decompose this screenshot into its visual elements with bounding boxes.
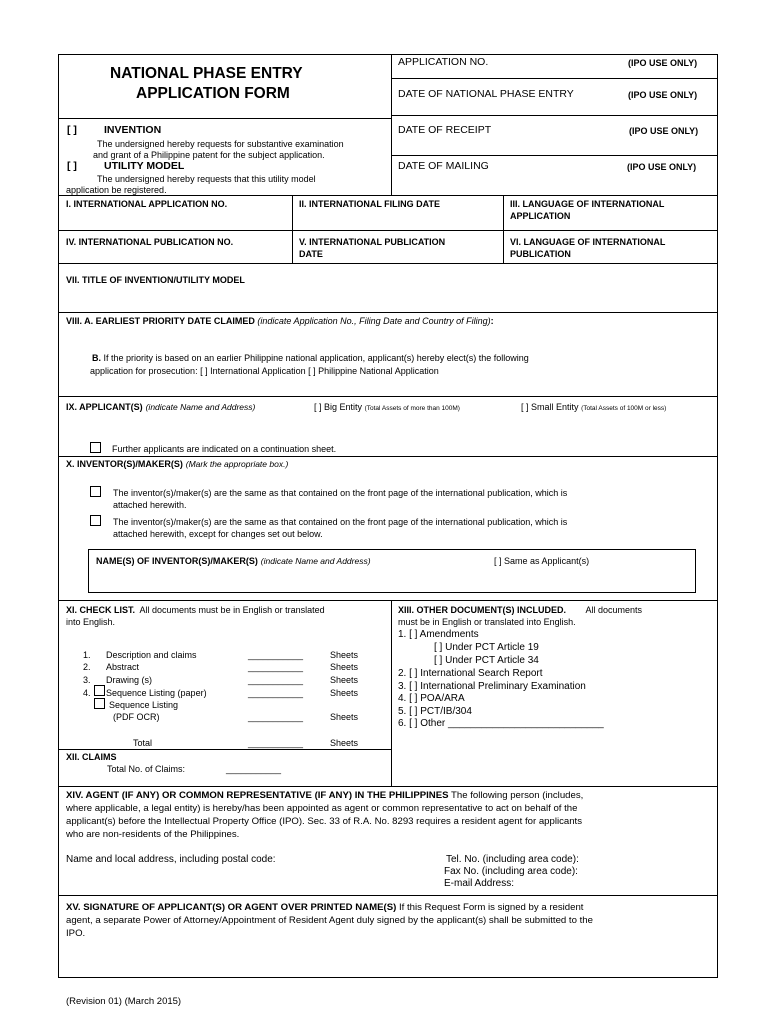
- total-claims-label: Total No. of Claims:: [107, 764, 186, 774]
- other-doc-poa-ara[interactable]: 4. [ ] POA/ARA: [398, 693, 465, 704]
- invention-text: and grant of a Philippine patent for the subject application.: [93, 150, 325, 160]
- other-doc-other[interactable]: 6. [ ] Other ____________________________: [398, 718, 604, 729]
- agent-tel-label: Tel. No. (including area code):: [446, 854, 579, 865]
- small-entity-option[interactable]: [521, 401, 666, 415]
- big-entity-option[interactable]: [314, 401, 460, 415]
- ipo-use-only-badge: (IPO USE ONLY): [629, 126, 699, 136]
- frame-top: [58, 54, 718, 55]
- inventor-same-text: The inventor(s)/maker(s) are the same as that contained on the front page of the international publication, which is: [113, 488, 568, 498]
- claims-heading: XII. CLAIMS: [66, 752, 117, 762]
- colon: :: [490, 316, 494, 326]
- other-doc-search-report[interactable]: 2. [ ] International Search Report: [398, 668, 543, 679]
- section-v-label: V. INTERNATIONAL PUBLICATION: [299, 237, 446, 247]
- small-entity-label: Small Entity: [531, 402, 579, 412]
- frame-right: [717, 54, 718, 978]
- inventor-changes-text: The inventor(s)/maker(s) are the same as that contained on the front page of the international publication, which is: [113, 517, 568, 527]
- signature-heading: XV. SIGNATURE OF APPLICANT(S) OR AGENT OVER PRINTED NAME(S): [66, 902, 397, 913]
- inventor-names-note: (indicate Name and Address): [260, 556, 371, 566]
- checklist-heading-text: into English.: [66, 617, 116, 627]
- agent-text: applicant(s) before the Intellectual Property Office (IPO). Sec. 33 of R.A. No. 8293 requires a resident agent for applicants: [66, 816, 583, 827]
- invention-text: The undersigned hereby requests for substantive examination: [97, 139, 344, 149]
- inventor-same-checkbox[interactable]: [90, 486, 101, 497]
- inventor-same-text: attached herewith.: [113, 500, 187, 510]
- invention-label: INVENTION: [104, 124, 162, 136]
- other-docs-heading-text: All documents: [585, 605, 643, 615]
- same-as-applicant-option[interactable]: [494, 555, 589, 568]
- priority-election-options[interactable]: application for prosecution: [ ] International Application [ ] Philippine National Application: [90, 366, 439, 376]
- small-entity-checkbox[interactable]: [ ]: [521, 402, 529, 412]
- section-vi-label: PUBLICATION: [510, 249, 571, 259]
- section-viii-a-label: VIII. A. EARLIEST PRIORITY DATE CLAIMED: [66, 316, 255, 326]
- other-doc-article-19[interactable]: [ ] Under PCT Article 19: [434, 642, 539, 653]
- sheets-unit: Sheets: [330, 662, 359, 672]
- sheets-unit: Sheets: [330, 712, 359, 722]
- total-sheets-blank[interactable]: ___________: [248, 738, 304, 748]
- big-entity-checkbox[interactable]: [ ]: [314, 402, 322, 412]
- section-viii-b: [92, 352, 529, 365]
- section-ix-label: IX. APPLICANT(S): [66, 402, 143, 412]
- section-x-note: (Mark the appropriate box.): [185, 459, 289, 469]
- small-entity-note: (Total Assets of 100M or less): [581, 405, 667, 412]
- revision-footer: (Revision 01) (March 2015): [66, 996, 182, 1007]
- ipo-use-only-badge: (IPO USE ONLY): [628, 58, 698, 68]
- signature-heading-line: [66, 901, 583, 914]
- section-ix-note: (indicate Name and Address): [145, 402, 256, 412]
- agent-heading-line: [66, 789, 583, 802]
- agent-email-label: E-mail Address:: [444, 878, 515, 889]
- frame-left: [58, 54, 59, 978]
- sheets-unit: Sheets: [330, 738, 359, 748]
- total-label: Total: [133, 738, 153, 748]
- sheets-blank[interactable]: ___________: [248, 675, 304, 685]
- same-as-applicant-label: Same as Applicant(s): [504, 556, 590, 566]
- section-ix-row: [66, 401, 255, 414]
- sheets-blank[interactable]: ___________: [248, 688, 304, 698]
- section-iii-label: III. LANGUAGE OF INTERNATIONAL: [510, 199, 665, 209]
- inventor-names-header: [96, 555, 371, 568]
- section-iv-label: IV. INTERNATIONAL PUBLICATION NO.: [66, 237, 234, 247]
- big-entity-label: Big Entity: [324, 402, 363, 412]
- other-docs-heading-label: XIII. OTHER DOCUMENT(S) INCLUDED.: [398, 605, 566, 615]
- utility-model-checkbox[interactable]: [ ]: [67, 160, 77, 172]
- signature-text: IPO.: [66, 928, 86, 939]
- sequence-ocr-label: (PDF OCR): [113, 712, 160, 722]
- section-i-label: I. INTERNATIONAL APPLICATION NO.: [66, 199, 228, 209]
- continuation-sheet-label: Further applicants are indicated on a continuation sheet.: [112, 444, 337, 454]
- checklist-item-num: 4.: [83, 688, 91, 698]
- sequence-ocr-checkbox[interactable]: [94, 698, 105, 709]
- invention-checkbox[interactable]: [ ]: [67, 124, 77, 136]
- utility-model-text: application be registered.: [66, 185, 167, 195]
- agent-text: The following person (includes,: [451, 790, 584, 801]
- agent-fax-label: Fax No. (including area code):: [444, 866, 578, 877]
- other-doc-article-34[interactable]: [ ] Under PCT Article 34: [434, 655, 539, 666]
- section-viii-a-note: (indicate Application No., Filing Date and Country of Filing): [257, 316, 491, 326]
- sequence-paper-checkbox[interactable]: [94, 685, 105, 696]
- other-doc-pct-ib-304[interactable]: 5. [ ] PCT/IB/304: [398, 706, 472, 717]
- other-doc-prelim-exam[interactable]: 3. [ ] International Preliminary Examination: [398, 681, 586, 692]
- ipo-use-only-badge: (IPO USE ONLY): [628, 90, 698, 100]
- total-claims-blank[interactable]: ___________: [226, 764, 282, 774]
- sheets-unit: Sheets: [330, 650, 359, 660]
- signature-text: If this Request Form is signed by a resident: [398, 902, 584, 913]
- big-entity-note: (Total Assets of more than 100M): [364, 405, 460, 412]
- header-divider: [391, 54, 392, 196]
- form-title-line1: NATIONAL PHASE ENTRY: [110, 65, 303, 82]
- other-doc-amendments[interactable]: 1. [ ] Amendments: [398, 629, 479, 640]
- sequence-ocr-label: Sequence Listing: [109, 700, 179, 710]
- section-ii-label: II. INTERNATIONAL FILING DATE: [299, 199, 440, 209]
- checklist-item-label: Sequence Listing (paper): [106, 688, 207, 698]
- application-no-label: APPLICATION NO.: [398, 56, 489, 68]
- date-receipt-label: DATE OF RECEIPT: [398, 124, 492, 136]
- agent-text: where applicable, a legal entity) is hereby/has been appointed as agent or common representative to act on behalf of the: [66, 803, 578, 814]
- section-x-row: [66, 458, 288, 471]
- agent-heading: XIV. AGENT (IF ANY) OR COMMON REPRESENTATIVE (IF ANY) IN THE PHILIPPINES: [66, 790, 449, 801]
- checklist-heading-text: All documents must be in English or translated: [139, 605, 325, 615]
- continuation-sheet-checkbox[interactable]: [90, 442, 101, 453]
- section-vi-label: VI. LANGUAGE OF INTERNATIONAL: [510, 237, 666, 247]
- section-x-label: X. INVENTOR(S)/MAKER(S): [66, 459, 183, 469]
- sheets-unit: Sheets: [330, 688, 359, 698]
- frame-bottom: [58, 977, 718, 978]
- inventor-changes-text: attached herewith, except for changes set out below.: [113, 529, 323, 539]
- same-as-applicant-checkbox[interactable]: [ ]: [494, 556, 502, 566]
- checklist-item-num: 1.: [83, 650, 91, 660]
- section-viii-b-text: If the priority is based on an earlier Philippine national application, applicant(s) hereby elect(s) the following: [103, 353, 529, 363]
- date-national-phase-label: DATE OF NATIONAL PHASE ENTRY: [398, 88, 574, 100]
- sheets-unit: Sheets: [330, 675, 359, 685]
- signature-text: agent, a separate Power of Attorney/Appointment of Resident Agent duly signed by the applicant(s) shall be submitted to the: [66, 915, 593, 926]
- sheets-blank[interactable]: ___________: [248, 712, 304, 722]
- utility-model-text: The undersigned hereby requests that this utility model: [97, 174, 316, 184]
- section-iii-label: APPLICATION: [510, 211, 571, 221]
- form-title-line2: APPLICATION FORM: [136, 85, 290, 102]
- checklist-item-label: Description and claims: [106, 650, 197, 660]
- agent-text: who are non-residents of the Philippines.: [66, 829, 240, 840]
- checklist-item-label: Abstract: [106, 662, 140, 672]
- checklist-heading-label: XI. CHECK LIST.: [66, 605, 136, 615]
- sheets-blank[interactable]: ___________: [248, 650, 304, 660]
- section-viii-a: [66, 315, 494, 328]
- date-mailing-label: DATE OF MAILING: [398, 160, 489, 172]
- section-viii-b-label: B.: [92, 353, 101, 363]
- checklist-item-num: 3.: [83, 675, 91, 685]
- ipo-use-only-badge: (IPO USE ONLY): [627, 162, 697, 172]
- sheets-blank[interactable]: ___________: [248, 662, 304, 672]
- utility-model-label: UTILITY MODEL: [104, 160, 185, 172]
- section-vii-label: VII. TITLE OF INVENTION/UTILITY MODEL: [66, 275, 245, 285]
- section-v-label: DATE: [299, 249, 323, 259]
- inventor-names-label: NAME(S) OF INVENTOR(S)/MAKER(S): [96, 556, 258, 566]
- checklist-item-num: 2.: [83, 662, 91, 672]
- inventor-changes-checkbox[interactable]: [90, 515, 101, 526]
- agent-name-address-label: Name and local address, including postal code:: [66, 854, 276, 865]
- other-docs-heading-text: must be in English or translated into English.: [398, 617, 576, 627]
- checklist-item-label: Drawing (s): [106, 675, 153, 685]
